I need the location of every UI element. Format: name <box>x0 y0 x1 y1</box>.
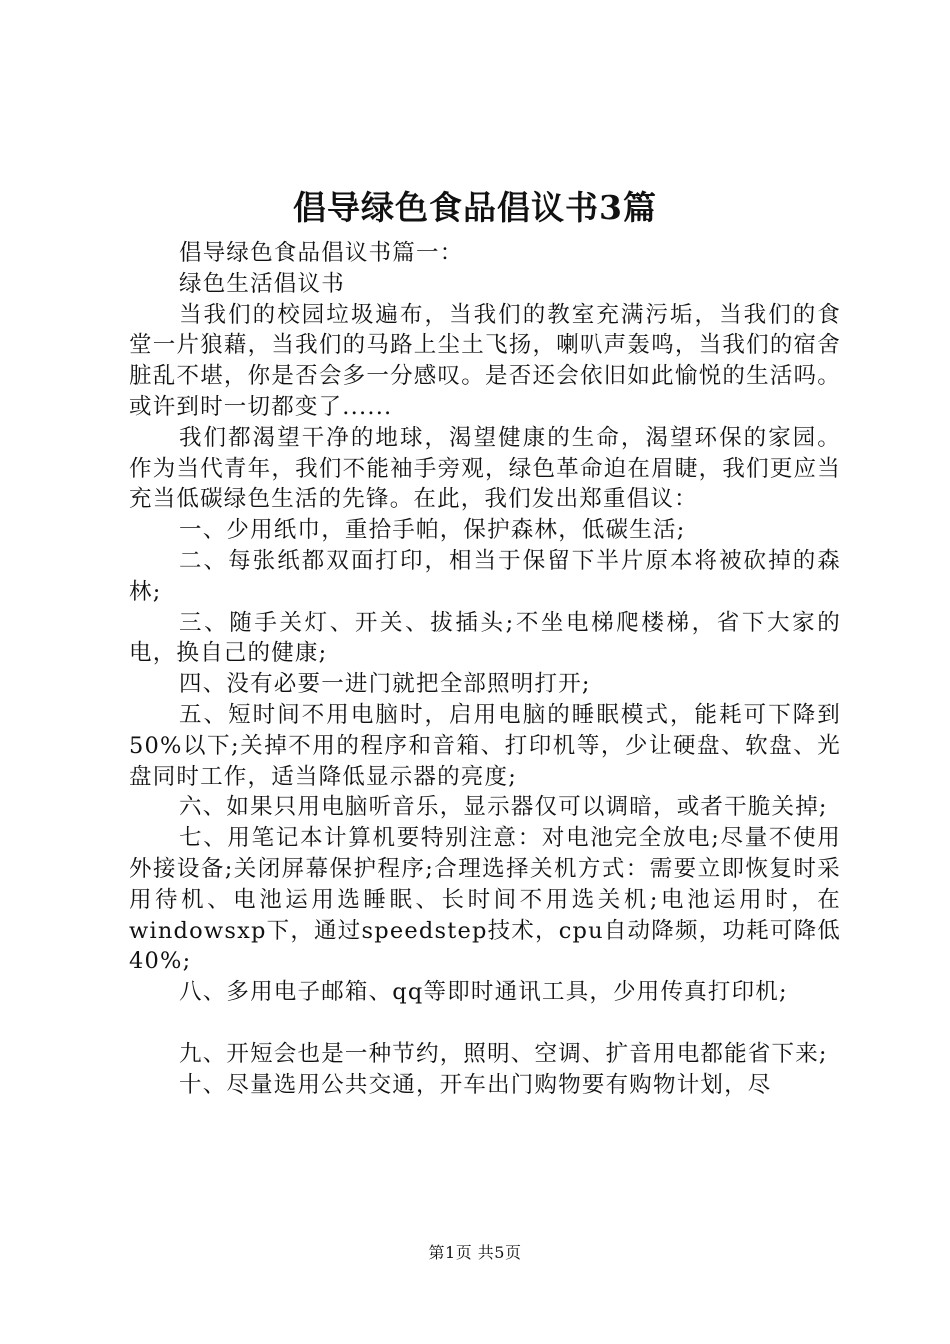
list-item: 十、尽量选用公共交通，开车出门购物要有购物计划，尽 <box>179 1071 772 1098</box>
section-heading: 倡导绿色食品倡议书篇一： <box>179 240 464 266</box>
list-item: 八、多用电子邮箱、qq等即时通讯工具，少用传真打印机; <box>179 979 788 1006</box>
list-item: 四、没有必要一进门就把全部照明打开; <box>179 671 591 698</box>
list-item: 三、随手关灯、开关、拔插头;不坐电梯爬楼梯，省下大家的电，换自己的健康; <box>129 609 841 667</box>
body-paragraph: 我们都渴望干净的地球，渴望健康的生命，渴望环保的家园。作为当代青年，我们不能袖手旁观，绿色革命迫在眉睫，我们更应当充当低碳绿色生活的先锋。在此，我们发出郑重倡议： <box>129 424 841 513</box>
document-body <box>129 238 841 1100</box>
page-footer: 第1页 共5页 <box>428 1243 522 1262</box>
list-item: 五、短时间不用电脑时，启用电脑的睡眠模式，能耗可下降到50%以下;关掉不用的程序和音箱、打印机等，少让硬盘、软盘、光盘同时工作，适当降低显示器的亮度; <box>129 701 841 790</box>
blank-line <box>129 1008 841 1039</box>
body-paragraph: 当我们的校园垃圾遍布，当我们的教室充满污垢，当我们的食堂一片狼藉，当我们的马路上尘土飞扬，喇叭声轰鸣，当我们的宿舍脏乱不堪，你是否会多一分感叹。是否还会依旧如此愉悦的生活吗。或许到时一切都变了...... <box>129 301 841 420</box>
list-item: 六、如果只用电脑听音乐，显示器仅可以调暗，或者干脆关掉; <box>179 794 828 821</box>
list-item: 一、少用纸巾，重拾手帕，保护森林，低碳生活; <box>179 517 686 544</box>
list-item: 七、用笔记本计算机要特别注意：对电池完全放电;尽量不使用外接设备;关闭屏幕保护程序;合理选择关机方式：需要立即恢复时采用待机、电池运用选睡眠、长时间不用选关机;电池运用时，在windowsxp下，通过speedstep技术，cpu自动降频，功耗可降低40%; <box>129 825 841 975</box>
list-item: 二、每张纸都双面打印，相当于保留下半片原本将被砍掉的森林; <box>129 547 841 605</box>
list-item: 九、开短会也是一种节约，照明、空调、扩音用电都能省下来; <box>179 1040 828 1067</box>
subsection-heading: 绿色生活倡议书 <box>179 270 345 297</box>
document-title: 倡导绿色食品倡议书3篇 <box>293 188 657 227</box>
